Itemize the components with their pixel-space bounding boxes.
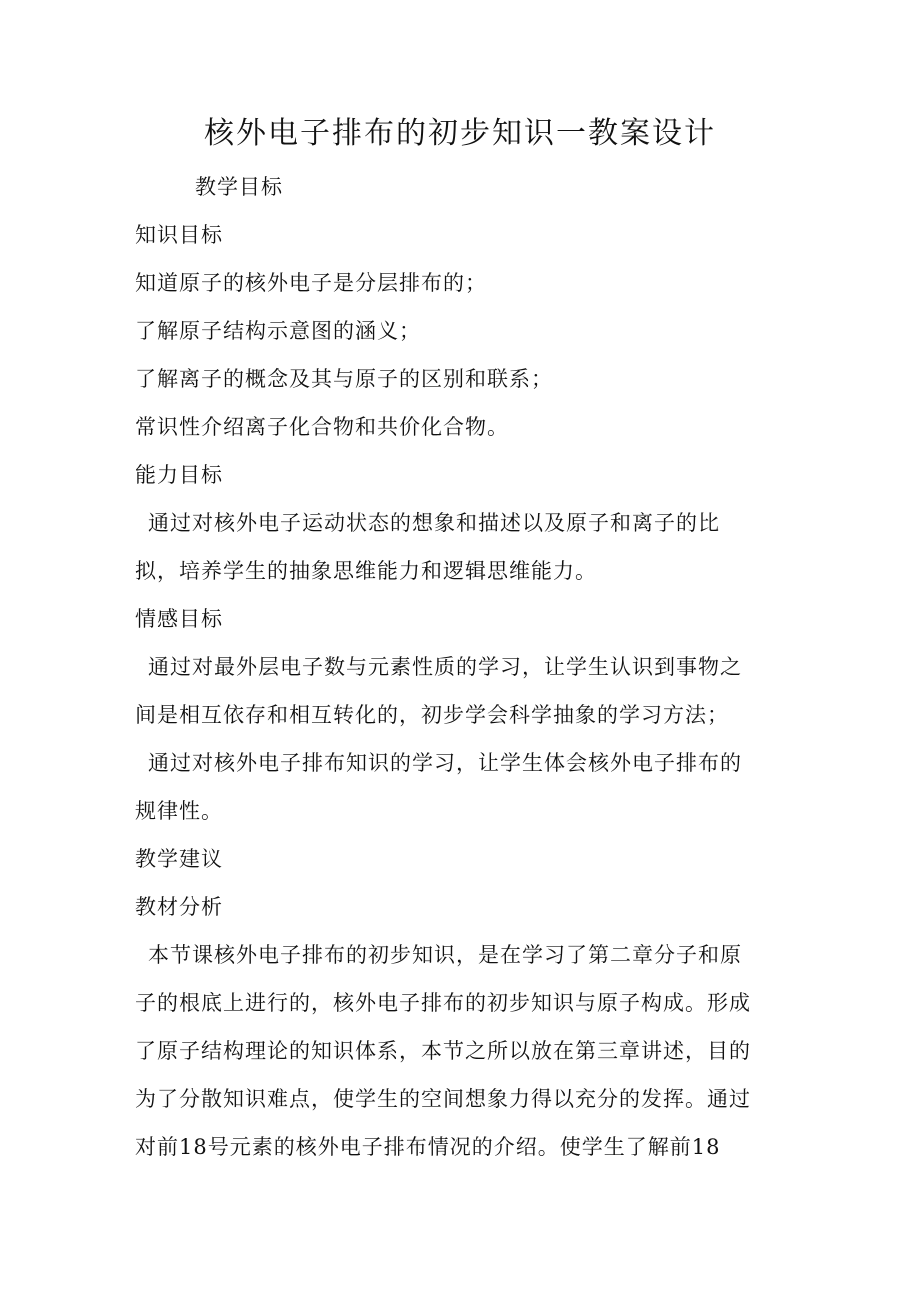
text-line: 间是相互依存和相互转化的，初步学会科学抽象的学习方法； xyxy=(135,703,729,727)
heading-ability-goals: 能力目标 xyxy=(135,463,223,487)
heading-teaching-goals: 教学目标 xyxy=(195,175,283,199)
text-line: 规律性。 xyxy=(135,799,223,823)
text-line: 知道原子的核外电子是分层排布的； xyxy=(135,271,487,295)
text-line: 通过对核外电子运动状态的想象和描述以及原子和离子的比 xyxy=(148,511,720,535)
text-line: 了原子结构理论的知识体系，本节之所以放在第三章讲述，目的 xyxy=(135,1039,751,1063)
text-line: 了解原子结构示意图的涵义； xyxy=(135,319,421,343)
text-line: 为了分散知识难点，使学生的空间想象力得以充分的发挥。通过 xyxy=(135,1087,751,1111)
text-line: 通过对最外层电子数与元素性质的学习，让学生认识到事物之 xyxy=(148,655,742,679)
text-line: 常识性介绍离子化合物和共价化合物。 xyxy=(135,415,509,439)
text-line: 通过对核外电子排布知识的学习，让学生体会核外电子排布的 xyxy=(148,751,742,775)
document-title: 核外电子排布的初步知识一教案设计 xyxy=(204,116,716,151)
heading-knowledge-goals: 知识目标 xyxy=(135,223,223,247)
text-line: 了解离子的概念及其与原子的区别和联系； xyxy=(135,367,553,391)
text-line: 拟，培养学生的抽象思维能力和逻辑思维能力。 xyxy=(135,559,597,583)
heading-textbook-analysis: 教材分析 xyxy=(135,895,223,919)
text-line: 本节课核外电子排布的初步知识，是在学习了第二章分子和原 xyxy=(148,943,742,967)
text-line: 子的根底上进行的，核外电子排布的初步知识与原子构成。形成 xyxy=(135,991,751,1015)
heading-emotion-goals: 情感目标 xyxy=(135,607,223,631)
text-line: 对前18号元素的核外电子排布情况的介绍。使学生了解前18 xyxy=(135,1135,721,1159)
heading-teaching-suggestions: 教学建议 xyxy=(135,847,223,871)
